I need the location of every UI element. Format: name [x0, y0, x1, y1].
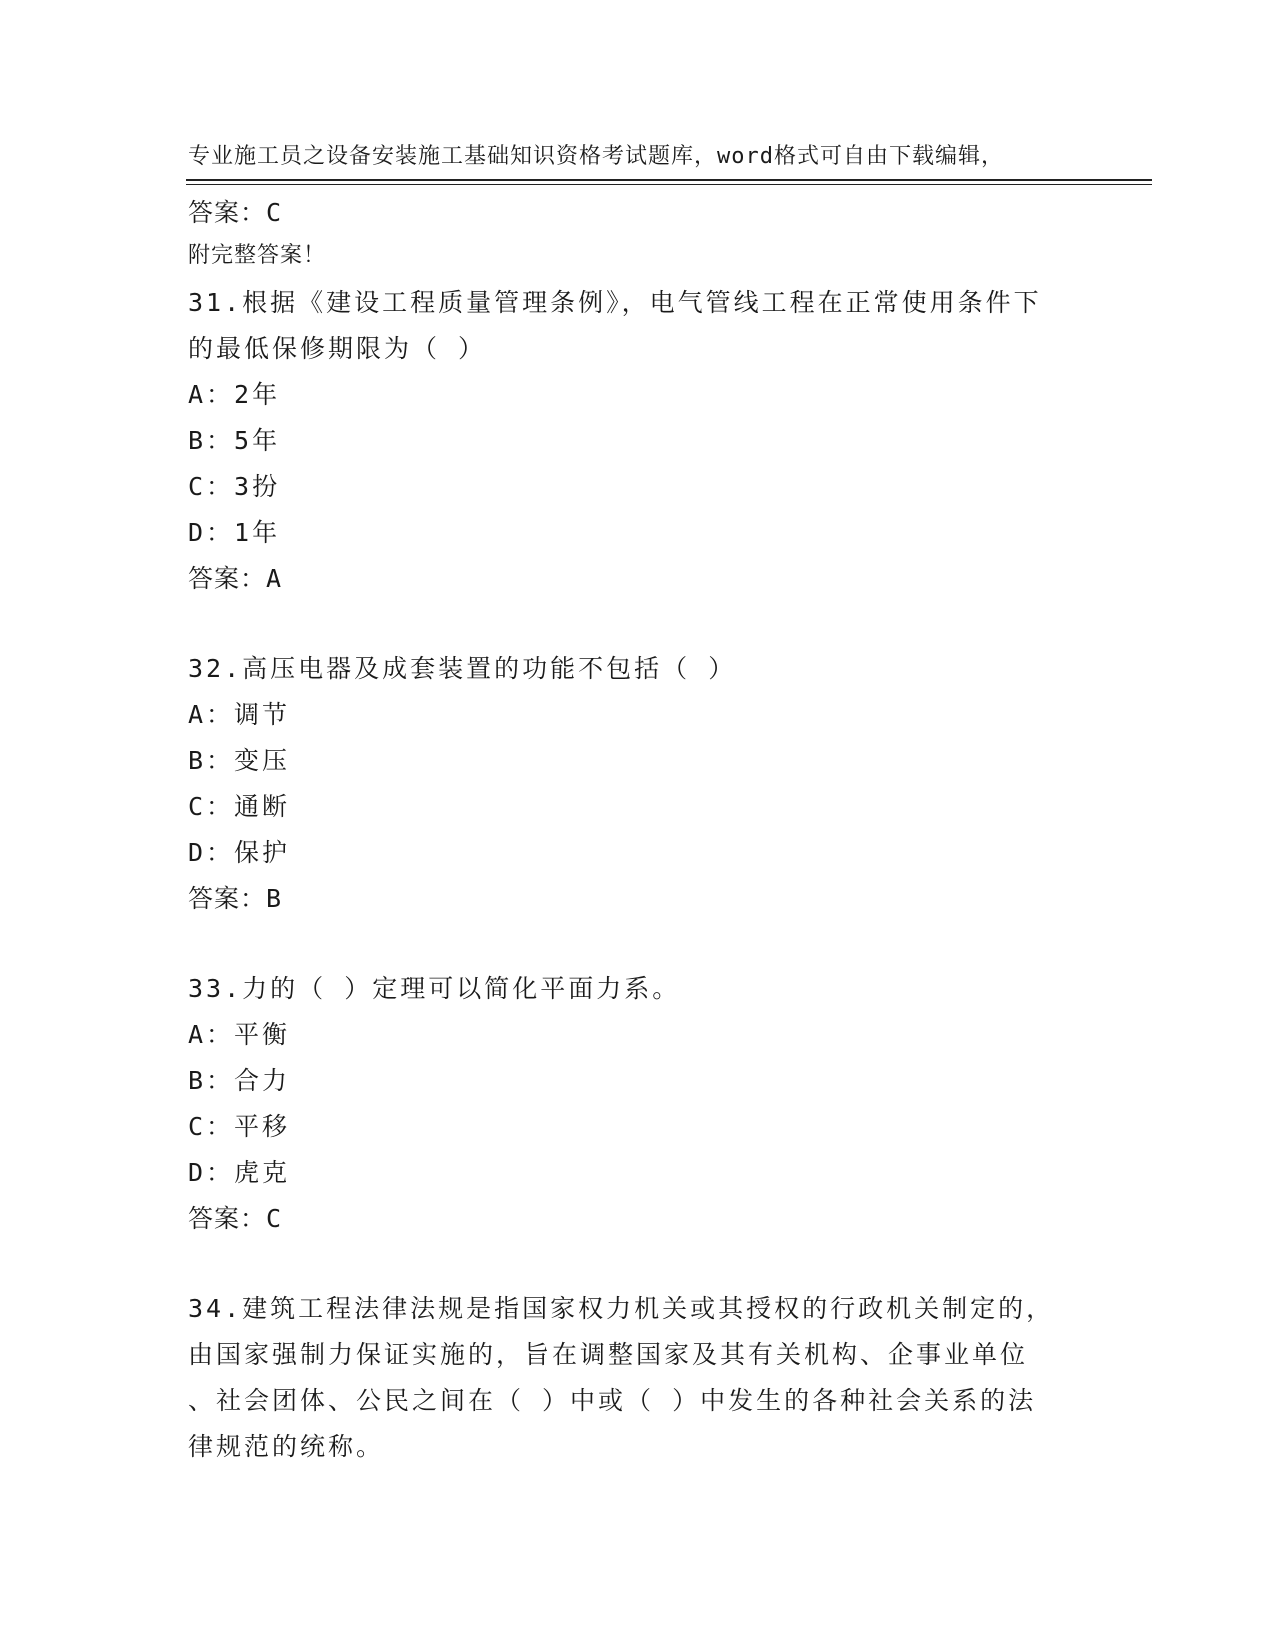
option-a: A：调节 [188, 700, 291, 729]
question-stem-line: 32.高压电器及成套装置的功能不包括（ ） [188, 654, 737, 683]
header-line-2: 附完整答案！ [188, 243, 327, 268]
question-33 [188, 966, 1088, 1196]
question-stem-line: 31.根据《建设工程质量管理条例》，电气管线工程在正常使用条件下 [188, 288, 1042, 317]
option-a: A：平衡 [188, 1020, 291, 1049]
question-stem-line: 的最低保修期限为（ ） [188, 334, 487, 363]
option-b: B：变压 [188, 746, 291, 775]
header-rule-thin [186, 184, 1152, 185]
question-34 [188, 1286, 1088, 1470]
option-a: A：2年 [188, 380, 281, 409]
header-line-1: 专业施工员之设备安装施工基础知识资格考试题库，word格式可自由下载编辑， [188, 144, 1004, 169]
option-d: D：1年 [188, 518, 281, 547]
option-c: C：3扮 [188, 472, 281, 501]
question-31 [188, 280, 1088, 556]
question-stem-line: 34.建筑工程法律法规是指国家权力机关或其授权的行政机关制定的， [188, 1294, 1055, 1323]
answer-line: 答案：C [188, 1204, 283, 1233]
answer-line: 答案：B [188, 884, 283, 913]
answer-line: 答案：A [188, 564, 283, 593]
option-d: D：虎克 [188, 1158, 291, 1187]
question-stem-line: 由国家强制力保证实施的，旨在调整国家及其有关机构、企事业单位 [188, 1340, 1029, 1369]
question-stem-line: 33.力的（ ）定理可以简化平面力系。 [188, 974, 681, 1003]
question-list [188, 186, 1088, 1470]
question-32 [188, 646, 1088, 876]
option-b: B：合力 [188, 1066, 291, 1095]
header-rule-thick [186, 179, 1152, 181]
option-c: C：通断 [188, 792, 291, 821]
option-c: C：平移 [188, 1112, 291, 1141]
option-b: B：5年 [188, 426, 281, 455]
answer-line: 答案：C [188, 198, 283, 227]
question-stem-line: 律规范的统称。 [188, 1432, 385, 1461]
option-d: D：保护 [188, 838, 291, 867]
question-stem-line: 、社会团体、公民之间在（ ）中或（ ）中发生的各种社会关系的法 [188, 1386, 1037, 1415]
